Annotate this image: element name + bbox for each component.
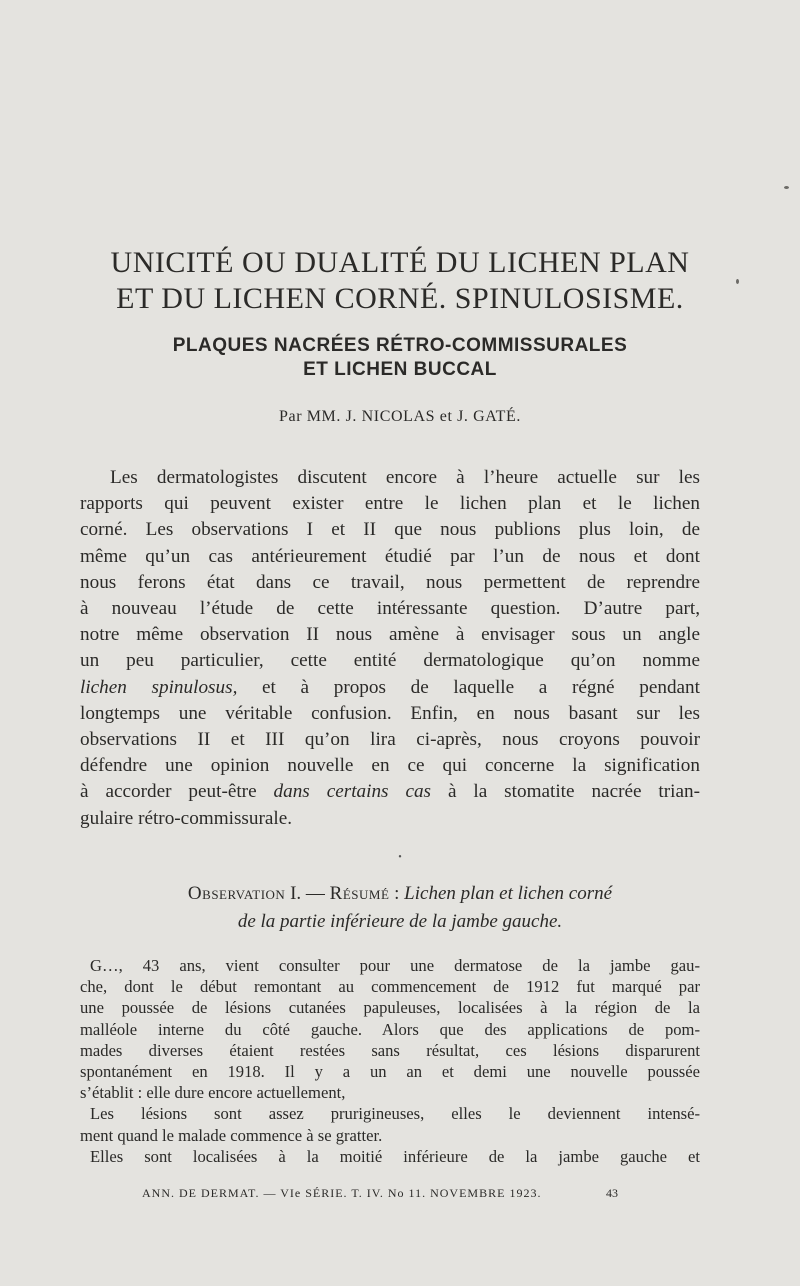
observation-numeral: I. — (285, 883, 330, 904)
page-number: 43 (606, 1186, 618, 1200)
observation-body (80, 955, 700, 1167)
journal-footer: ANN. DE DERMAT. — VIe SÉRIE. T. IV. No 11. NOVEMBRE 1923. (142, 1186, 542, 1200)
resume-label: Résumé (329, 883, 390, 904)
body-line: ment quand le malade commence à se gratter. (80, 1125, 383, 1145)
article-subtitle-line-1: PLAQUES NACRÉES RÉTRO-COMMISSURALES (172, 335, 628, 356)
intro-line (80, 779, 700, 805)
body-line: une poussée de lésions cutanées papuleuses, localisées à la région de la (80, 998, 700, 1018)
body-line: mades diverses étaient restées sans résultat, ces lésions disparurent (80, 1040, 700, 1060)
intro-line: nous ferons état dans ce travail, nous permettent de reprendre (80, 571, 700, 593)
intro-paragraph (80, 465, 700, 832)
article-title-line-2: ET DU LICHEN CORNÉ. SPINULOSISME. (116, 282, 684, 315)
intro-line: rapports qui peuvent exister entre le lichen plan et le lichen (80, 493, 700, 515)
body-line: Elles sont localisées à la moitié inférieure de la jambe gauche et (90, 1146, 700, 1166)
intro-line: corné. Les observations I et II que nous publions plus loin, de (80, 519, 700, 541)
intro-line: défendre une opinion nouvelle en ce qui concerne la signification (80, 755, 700, 777)
intro-line (80, 675, 700, 701)
intro-line: même qu’un cas antérieurement étudié par l’un de nous et dont (80, 545, 700, 567)
paper-speck (736, 279, 739, 284)
intro-line-post: à la stomatite nacrée trian- (431, 781, 700, 803)
body-line: che, dont le début remontant au commencement de 1912 fut marqué par (80, 977, 700, 997)
section-separator: • (398, 852, 402, 863)
body-line: malléole interne du côté gauche. Alors que des applications de pom- (80, 1019, 700, 1039)
intro-italic-phrase: dans certains cas (273, 781, 432, 803)
intro-line: un peu particulier, cette entité dermatologique qu’on nomme (80, 650, 700, 672)
intro-line-rest: et à propos de laquelle a régné pendant (237, 676, 700, 698)
heading-colon: : (389, 883, 405, 904)
body-line: Les lésions sont assez prurigineuses, elles le deviennent intensé- (90, 1104, 700, 1124)
article-subtitle-line-2: ET LICHEN BUCCAL (303, 359, 497, 380)
paper-speck (784, 186, 789, 189)
observation-label: Observation (187, 883, 286, 904)
observation-heading (60, 880, 740, 936)
body-line: G…, 43 ans, vient consulter pour une dermatose de la jambe gau- (90, 956, 700, 975)
intro-line: Les dermatologistes discutent encore à l’heure actuelle sur les (110, 467, 700, 488)
observation-subject-line-2: de la partie inférieure de la jambe gauche. (237, 911, 563, 932)
observation-subject-line-1: Lichen plan et lichen corné (404, 883, 613, 904)
intro-line: observations II et III qu’on lira ci-après, nous croyons pouvoir (80, 729, 700, 751)
lichen-spinulosus-term: lichen spinulosus, (80, 676, 238, 698)
article-title-line-1: UNICITÉ OU DUALITÉ DU LICHEN PLAN (110, 246, 690, 279)
article-authors: Par MM. J. NICOLAS et J. GATÉ. (279, 408, 521, 425)
intro-line: à nouveau l’étude de cette intéressante question. D’autre part, (80, 598, 700, 620)
intro-line: gulaire rétro-commissurale. (80, 807, 293, 829)
intro-line-pre: à accorder peut-être (80, 781, 274, 803)
body-line: s’établit : elle dure encore actuellement, (80, 1083, 346, 1103)
body-line: spontanément en 1918. Il y a un an et demi une nouvelle poussée (80, 1062, 700, 1082)
intro-line: longtemps une véritable confusion. Enfin, en nous basant sur les (80, 702, 700, 724)
intro-line: notre même observation II nous amène à envisager sous un angle (80, 624, 700, 646)
